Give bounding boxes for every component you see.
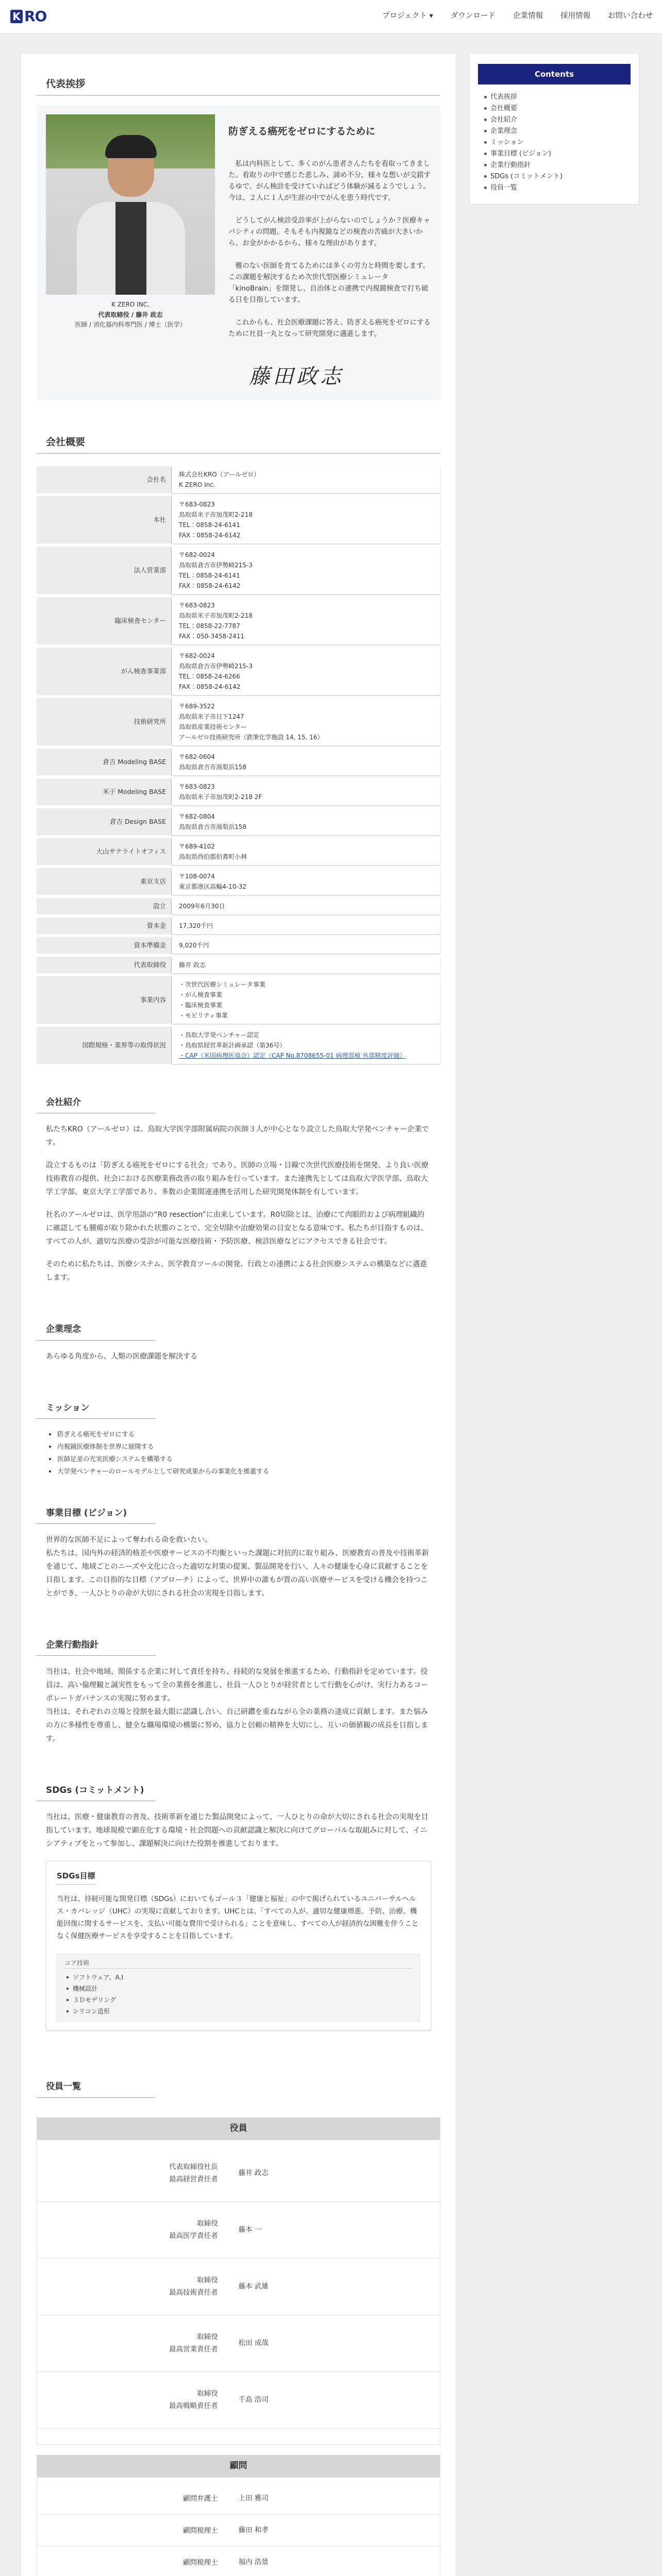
table-value-line: 藤井 政志 (179, 961, 206, 969)
greeting-block (37, 105, 440, 400)
table-value-line: ・次世代医療シミュレータ事業 (179, 981, 266, 989)
table-key: 本社 (37, 496, 172, 544)
table-row (37, 547, 440, 594)
table-value (172, 749, 440, 775)
table-value-line: TEL：0858-24-6141 (179, 572, 240, 580)
table-value-line: 株式会社KRO（アールゼロ） (179, 471, 260, 479)
table-row (37, 778, 440, 805)
toc-item[interactable]: ミッション (484, 137, 631, 148)
table-value-line: TEL：0858-22-7787 (179, 622, 240, 630)
nav-contact[interactable]: お問い合わせ (608, 12, 653, 21)
table-key: 会社名 (37, 466, 172, 493)
table-row (37, 1027, 440, 1064)
officer-name: 藤本 一 (238, 2225, 262, 2234)
sidebar (469, 53, 639, 2576)
table-value-line: FAX：0858-24-6142 (179, 683, 241, 691)
table-value-line: 東京都港区高輪4-10-32 (179, 883, 246, 891)
table-value (172, 898, 440, 914)
nav-project[interactable]: プロジェクト ▾ (382, 12, 433, 21)
table-row (37, 496, 440, 544)
intro-text (37, 1123, 440, 1284)
toc-item[interactable]: 会社紹介 (484, 114, 631, 126)
table-value (172, 496, 440, 544)
officer-name: 藤井 政志 (238, 2168, 269, 2177)
toc-title: Contents (478, 64, 631, 84)
table-row (37, 466, 440, 493)
list-item: 大学発ベンチャーのロールモデルとして研究成果からの事業化を推進する (57, 1465, 431, 1478)
table-key: 米子 Modeling BASE (37, 778, 172, 805)
officer-role: 顧問税理士 (183, 2558, 218, 2567)
caption-name: 代表取締役 / 藤井 政志 (98, 311, 163, 318)
table-value (172, 778, 440, 805)
officer-row (37, 2515, 440, 2547)
intro-paragraph: そのために私たちは、医療システム、医学教育ツールの開発、行政との連携による社会医療システムの構築などに邁進します。 (46, 1260, 427, 1282)
sdgs-text: 当社は、医療・健康教育の普及、技術革新を通じた製品開発によって、一人ひとりの命が大切にされる社会の実現を目指しています。地球規模で顕在化する環境・社会問題への貢献認識と解決に向けてグローバルな取組みに対して、イニシアティブをとって参加し、課題解決に向けた役割を推進しております。 (46, 1813, 428, 1849)
intro-paragraph: 設立するものは「防ぎえる癌死をゼロにする社会」であり、医師の立場・目線で次世代医療技術を開発、より良い医療技術教育の提供、社会における医療業務改善の取り組みを行っています。また連携先としては鳥取大学医学部、鳥取大学工学部、東京大学工学部であり、多数の企業関連連携を活用した研究開発体制を有しています。 (46, 1161, 428, 1197)
table-row (37, 698, 440, 745)
overview-table (37, 463, 440, 1067)
table-value-line: 鳥取県米子市日下1247 (179, 713, 244, 721)
caption-company: K ZERO INC. (111, 301, 150, 309)
table-key: 倉吉 Design BASE (37, 808, 172, 835)
greeting-title: 防ぎえる癌死をゼロにするために (228, 126, 376, 138)
officer-role: 顧問弁護士 (183, 2494, 218, 2503)
table-row (37, 976, 440, 1024)
table-value-line: ・鳥取県経営革新計画承認（第36号） (179, 1042, 286, 1049)
greeting-paragraph: どうしてがん検診受診率が上がらないのでしょうか？医療キャパシティの問題、そもそも内視鏡などの検査の苦痛が大きいから、お金がかかるから、様々な理由があります。 (228, 216, 431, 247)
company-logo[interactable] (10, 10, 46, 23)
table-value-line: 〒683-0823 (179, 783, 215, 791)
site-header (0, 0, 662, 33)
table-value (172, 808, 440, 835)
intro-paragraph: 私たちKRO（アールゼロ）は、鳥取大学医学部附属病院の医師３人が中心となり設立した鳥取大学発ベンチャー企業です。 (46, 1125, 429, 1147)
table-value-line: 鳥取県倉吉市湯梨浜158 (179, 764, 246, 771)
nav-company[interactable]: 企業情報 (513, 12, 543, 21)
table-key: 代表取締役 (37, 957, 172, 973)
officers-heading: 役員一覧 (37, 2077, 155, 2097)
table-value-line: ・モビリティ事業 (179, 1012, 228, 1020)
table-value-line: TEL：0858-24-6141 (179, 521, 240, 529)
vision-paragraph: 私たちは、国内外の経済的格差や医療サービスの不均衡といった課題に対抗的に取り組み、医療教育の普及や技術革新を通じて、地域ごとのニーズや文化に合った適切な対策の提案、製品開発を行い、人々の健康を心身に貢献することを目指します。この目指的な目標（アプローチ）によって、世界中の誰もが質の高い医療サービスを受ける機会を持つことができ、一人ひとりの命が大切にされる社会の実現を目指します。 (46, 1549, 429, 1598)
vision-paragraph: 世界的な医師不足によって奪われる命を救いたい。 (46, 1535, 212, 1544)
sdgs-box-text: 当社は、持続可能な開発目標（SDGs）においてもゴール３「健康と福祉」の中で掲げられているユニバーサルヘルス・カバレッジ（UHC）の実現に貢献しております。UHCとは、「すべての人が、適切な健康増進、予防、治療、機能回復に関するサービスを、支払い可能な費用で受けられる」ことを意味し、すべての人が経済的な困難を伴うことなく保健医療サービスを享受することを目指しています。 (57, 1895, 419, 1941)
table-value-line: 〒682-0804 (179, 813, 215, 821)
officer-name: 藤田 和孝 (238, 2526, 269, 2534)
officer-row (37, 2202, 440, 2259)
main-content (21, 53, 456, 2576)
ceo-photo (46, 114, 215, 295)
philosophy-heading: 企業理念 (37, 1319, 155, 1340)
table-value-line: 〒108-0074 (179, 873, 215, 880)
table-value-line: 鳥取県倉吉市湯梨浜158 (179, 823, 246, 831)
table-value-line: FAX：0858-24-6142 (179, 532, 241, 539)
conduct-heading: 企業行動指針 (37, 1635, 155, 1656)
table-value (172, 698, 440, 745)
toc-item[interactable]: 事業目標 (ビジョン) (484, 148, 631, 160)
sdgs-box (46, 1861, 431, 2030)
page-body (0, 33, 662, 2576)
overview-heading: 会社概要 (37, 431, 440, 454)
table-value-line: 〒682-0024 (179, 652, 215, 660)
table-value (172, 838, 440, 865)
mission-heading: ミッション (37, 1398, 155, 1419)
table-value-line: アールゼロ技術研究所（鉄筆化学施設 14, 15, 16） (179, 734, 324, 741)
toc-item[interactable]: 企業行動指針 (484, 160, 631, 171)
table-row (37, 898, 440, 914)
officer-row (37, 2547, 440, 2576)
table-value-line: 〒689-3522 (179, 703, 215, 710)
core-tech-box (57, 1954, 420, 2022)
mission-list (37, 1428, 440, 1478)
certification-link[interactable]: ・CAP（米国病理医協会）認定（CAP No.8708655-01 病理部検 外部精度評価） (179, 1052, 406, 1060)
officer-role: 取締役 最高戦略責任者 (169, 2389, 218, 2411)
table-value-line: 鳥取県西伯郡伯耆町小林 (179, 853, 247, 861)
table-value-line: 9,020千円 (179, 942, 209, 950)
signature: 藤田政志 (249, 364, 344, 388)
table-value-line: 鳥取県米子市加茂町2-218 (179, 612, 253, 620)
table-value-line: 〒683-0823 (179, 602, 215, 609)
toc-item[interactable]: SDGs (コミットメント) (484, 171, 631, 182)
table-value (172, 648, 440, 695)
table-value (172, 597, 440, 645)
table-value-line: 鳥取県倉吉市伊勢崎215-3 (179, 663, 253, 670)
officer-role: 取締役 最高技術責任者 (169, 2276, 218, 2297)
table-row (37, 868, 440, 895)
table-value-line: 17,320千円 (179, 922, 213, 930)
global-nav (382, 10, 653, 22)
table-value-line: 〒682-0024 (179, 551, 215, 559)
conduct-paragraph: 当社は、社会や地域、関係する企業に対して責任を持ち、持続的な発展を推進するため、行動指針を定めています。役員は、高い倫理観と誠実性をもって全の業務を推進し、社員一人ひとりが経営者として行動を心がけ、実行力あるコーポレートガバナンスの実現に努めます。 (46, 1668, 428, 1703)
table-value (172, 957, 440, 973)
officer-row (37, 2145, 440, 2202)
table-value-line: 鳥取県米子市加茂町2-218 (179, 511, 253, 519)
table-key: 資本準備金 (37, 937, 172, 954)
officers-table (37, 2117, 440, 2576)
sdgs-box-title: SDGs目標 (57, 1870, 95, 1885)
officer-name: 福内 浩景 (238, 2557, 269, 2566)
table-value-line: ・がん検査事業 (179, 991, 223, 999)
table-row (37, 838, 440, 865)
table-key: 東京支店 (37, 868, 172, 895)
table-value-line: 〒689-4102 (179, 843, 215, 851)
table-key: 資本金 (37, 918, 172, 934)
toc-panel (469, 53, 639, 205)
table-value (172, 466, 440, 493)
core-tech-title: コア技術 (64, 1958, 412, 1969)
greeting-heading: 代表挨拶 (37, 73, 440, 96)
table-value-line: FAX：050-3458-2411 (179, 633, 244, 640)
table-key: 臨床検査センター (37, 597, 172, 645)
table-value-line: FAX：0858-24-6142 (179, 582, 241, 590)
officer-name: 松田 成哉 (238, 2338, 269, 2347)
officers-group-heading: 役員 (37, 2117, 440, 2140)
toc-item[interactable]: 役員一覧 (484, 182, 631, 194)
officer-role: 代表取締役社長 最高経営責任者 (169, 2163, 218, 2184)
list-item: ソフトウェア、A.I (73, 1972, 412, 1983)
table-key: 設立 (37, 898, 172, 914)
officer-name: 藤本 武雄 (238, 2282, 269, 2291)
logo-text: RO (24, 8, 47, 25)
table-key: がん検査事業部 (37, 648, 172, 695)
table-value (172, 976, 440, 1024)
table-value-line: 〒683-0823 (179, 501, 215, 509)
list-item: ３Ｄモデリング (73, 1994, 412, 2006)
toc-item[interactable]: 会社概要 (484, 103, 631, 114)
table-value-line: 鳥取県倉吉市伊勢崎215-3 (179, 562, 253, 569)
table-key: 国際規格・業界等の取得状況 (37, 1027, 172, 1064)
table-row (37, 749, 440, 775)
nav-download[interactable]: ダウンロード (451, 12, 495, 21)
officer-role: 取締役 最高営業責任者 (169, 2333, 218, 2354)
logo-k-mark: K (10, 10, 23, 23)
table-value-line: TEL：0858-24-6266 (179, 673, 240, 681)
toc-item[interactable]: 代表挨拶 (484, 92, 631, 103)
table-value-line: 鳥取県産業技術センター (179, 723, 247, 731)
table-value-line: 〒682-0604 (179, 753, 215, 761)
officer-name: 千島 浩司 (238, 2395, 269, 2404)
table-row (37, 808, 440, 835)
toc-item[interactable]: 企業理念 (484, 126, 631, 137)
table-row (37, 937, 440, 954)
table-value (172, 937, 440, 954)
table-value-line: K ZERO Inc. (179, 481, 216, 489)
officer-row (37, 2259, 440, 2315)
table-key: 技術研究所 (37, 698, 172, 745)
officer-row (37, 2315, 440, 2372)
officer-row (37, 2372, 440, 2429)
table-row (37, 597, 440, 645)
table-key: 法人営業部 (37, 547, 172, 594)
table-row (37, 918, 440, 934)
table-row (37, 648, 440, 695)
list-item: 機械設計 (73, 1983, 412, 1994)
table-value-line: ・臨床検査事業 (179, 1002, 223, 1009)
greeting-paragraph: これからも、社会医療課題に答え、防ぎえる癌死をゼロにするために社員一丸となって研究開発に邁進します。 (228, 318, 431, 338)
conduct-paragraph: 当社は、それぞれの立場と役割を最大限に認識し合い、自己研鑽を重ねながら全の業務の達成に貢献します。また悩みの方に多様性を尊重し、健全な職場環境の構築に努め、協力と信頼の精神を大切にし、互いの価値観の成長を目指します。 (46, 1708, 428, 1743)
officer-role: 取締役 最高医学責任者 (169, 2219, 218, 2241)
caption-title: 医師 / 消化器内科専門医 / 博士（医学） (75, 320, 186, 328)
table-row (37, 957, 440, 973)
greeting-paragraph: 難のない医師を育てるためには多くの労力と時間を要します。この課題を解決するため次世代型医療シミュレータ「kinoBrain」を開発し、自治体との連携で内視鏡検査で打ち破る日を目指しています。 (228, 261, 430, 304)
list-item: 内視鏡医療体制を世界に展開する (57, 1440, 431, 1453)
table-value (172, 868, 440, 895)
intro-heading: 会社紹介 (37, 1093, 155, 1113)
advisors-group-heading: 顧問 (37, 2455, 440, 2477)
vision-heading: 事業目標 (ビジョン) (37, 1503, 155, 1524)
sdgs-heading: SDGs (コミットメント) (37, 1781, 155, 1801)
philosophy-text: あらゆる角度から、人類の医療課題を解決する (46, 1352, 197, 1361)
table-value (172, 918, 440, 934)
table-key: 大山サテライトオフィス (37, 838, 172, 865)
table-value-line: 鳥取県米子市加茂町2-218 2F (179, 793, 262, 801)
table-key: 倉吉 Modeling BASE (37, 749, 172, 775)
table-value-line: 2009年6月30日 (179, 903, 225, 910)
table-value-line: ・鳥取大学発ベンチャー認定 (179, 1031, 259, 1039)
officer-role: 顧問税理士 (183, 2526, 218, 2535)
nav-recruit[interactable]: 採用情報 (560, 12, 590, 21)
list-item: シリコン造形 (73, 2006, 412, 2017)
list-item: 医師足並の充実医療システムを構築する (57, 1453, 431, 1465)
officer-name: 上田 雅司 (238, 2494, 269, 2502)
list-item: 防ぎえる癌死をゼロにする (57, 1428, 431, 1440)
table-value (172, 547, 440, 594)
table-value (172, 1027, 440, 1064)
officer-row (37, 2483, 440, 2515)
table-key: 事業内容 (37, 976, 172, 1024)
intro-paragraph: 社名のアールゼロは、医学用語の“R0 resection”に由来しています。R0切除とは、治療にて肉眼的および病理組織的に確認しても腫瘍が取り除かれた状態のことで、完全切除や治療効果の目安となる意味です。私たちが目指すものは、すべての人が、適切な医療の受診が可能な医療技術・予防医療、検診医療などにアクセスできる社会です。 (46, 1211, 428, 1246)
greeting-paragraph: 私は内科医として、多くのがん患者さんたちを看取ってきました。看取りの中で感じた悲しみ、諦め不分、様々な想いが交錯するゆで、がん検診を受けていればどう体験が減るようでしょう。今は、２人に１人が生涯の中でがんを患う時代です。 (228, 159, 431, 202)
